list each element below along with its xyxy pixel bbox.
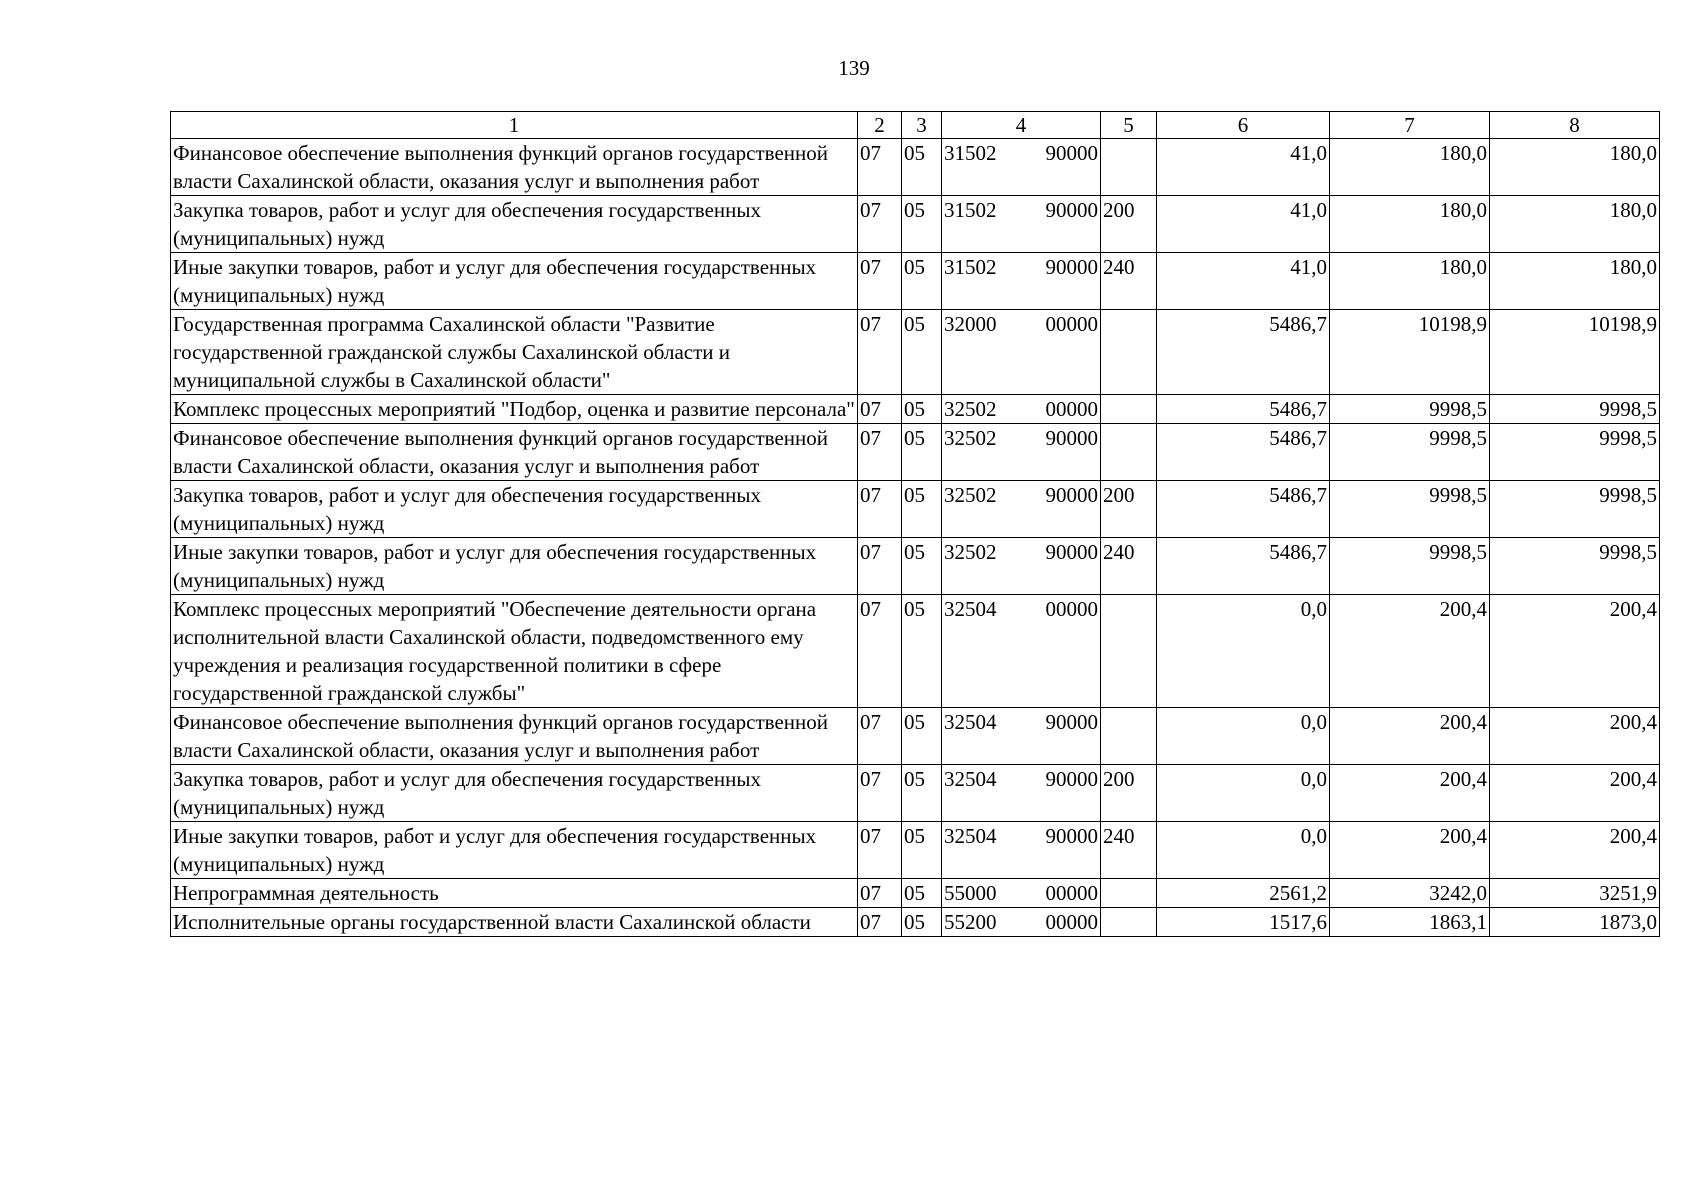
subsection-code: 05 <box>902 253 942 310</box>
subsection-code: 05 <box>902 481 942 538</box>
subsection-code: 05 <box>902 310 942 395</box>
amount-col8: 9998,5 <box>1490 395 1660 424</box>
section-code: 07 <box>858 139 902 196</box>
row-name: Закупка товаров, работ и услуг для обеспечения государственных (муниципальных) нужд <box>171 481 858 538</box>
target-article-code <box>942 908 1101 937</box>
target-article-code <box>942 310 1101 395</box>
section-code: 07 <box>858 196 902 253</box>
direction-code: 00000 <box>1045 597 1098 621</box>
amount-col6: 0,0 <box>1157 708 1330 765</box>
row-name: Комплекс процессных мероприятий "Подбор, оценка и развитие персонала" <box>171 395 858 424</box>
direction-code: 90000 <box>1045 710 1098 734</box>
direction-code: 00000 <box>1045 397 1098 421</box>
section-code: 07 <box>858 595 902 708</box>
amount-col7: 200,4 <box>1330 708 1490 765</box>
section-code: 07 <box>858 908 902 937</box>
table-row <box>171 253 1660 310</box>
direction-code: 90000 <box>1045 824 1098 848</box>
expense-type-code: 200 <box>1101 196 1157 253</box>
direction-code: 00000 <box>1045 312 1098 336</box>
program-code: 55200 <box>944 910 997 934</box>
direction-code: 90000 <box>1045 540 1098 564</box>
amount-col8: 9998,5 <box>1490 424 1660 481</box>
amount-col6: 1517,6 <box>1157 908 1330 937</box>
table-row <box>171 310 1660 395</box>
expense-type-code <box>1101 708 1157 765</box>
budget-table <box>170 111 1660 937</box>
amount-col7: 180,0 <box>1330 196 1490 253</box>
column-header: 8 <box>1490 112 1660 139</box>
expense-type-code: 240 <box>1101 538 1157 595</box>
amount-col7: 9998,5 <box>1330 481 1490 538</box>
subsection-code: 05 <box>902 196 942 253</box>
table-row <box>171 708 1660 765</box>
direction-code: 00000 <box>1045 910 1098 934</box>
expense-type-code <box>1101 908 1157 937</box>
target-article-code <box>942 765 1101 822</box>
table-row <box>171 765 1660 822</box>
amount-col6: 41,0 <box>1157 196 1330 253</box>
direction-code: 90000 <box>1045 767 1098 791</box>
subsection-code: 05 <box>902 139 942 196</box>
row-name: Закупка товаров, работ и услуг для обеспечения государственных (муниципальных) нужд <box>171 196 858 253</box>
column-header: 5 <box>1101 112 1157 139</box>
program-code: 32504 <box>944 824 997 848</box>
program-code: 32502 <box>944 540 997 564</box>
subsection-code: 05 <box>902 395 942 424</box>
page-number: 139 <box>838 56 870 80</box>
column-header: 1 <box>171 112 858 139</box>
amount-col7: 200,4 <box>1330 765 1490 822</box>
direction-code: 00000 <box>1045 881 1098 905</box>
amount-col8: 200,4 <box>1490 595 1660 708</box>
expense-type-code <box>1101 424 1157 481</box>
direction-code: 90000 <box>1045 483 1098 507</box>
table-row <box>171 395 1660 424</box>
program-code: 32502 <box>944 426 997 450</box>
amount-col6: 2561,2 <box>1157 879 1330 908</box>
expense-type-code: 200 <box>1101 765 1157 822</box>
section-code: 07 <box>858 253 902 310</box>
section-code: 07 <box>858 538 902 595</box>
program-code: 32504 <box>944 767 997 791</box>
amount-col6: 5486,7 <box>1157 424 1330 481</box>
column-header: 7 <box>1330 112 1490 139</box>
row-name: Иные закупки товаров, работ и услуг для обеспечения государственных (муниципальных) нужд <box>171 822 858 879</box>
target-article-code <box>942 595 1101 708</box>
row-name: Финансовое обеспечение выполнения функций органов государственной власти Сахалинской области, оказания услуг и выполнения работ <box>171 139 858 196</box>
amount-col6: 5486,7 <box>1157 481 1330 538</box>
expense-type-code <box>1101 879 1157 908</box>
row-name: Финансовое обеспечение выполнения функций органов государственной власти Сахалинской области, оказания услуг и выполнения работ <box>171 424 858 481</box>
table-row <box>171 481 1660 538</box>
section-code: 07 <box>858 481 902 538</box>
section-code: 07 <box>858 708 902 765</box>
amount-col7: 10198,9 <box>1330 310 1490 395</box>
column-header: 4 <box>942 112 1101 139</box>
target-article-code <box>942 196 1101 253</box>
amount-col6: 5486,7 <box>1157 538 1330 595</box>
expense-type-code <box>1101 310 1157 395</box>
table-row <box>171 595 1660 708</box>
target-article-code <box>942 879 1101 908</box>
column-header: 2 <box>858 112 902 139</box>
expense-type-code: 240 <box>1101 253 1157 310</box>
amount-col7: 200,4 <box>1330 595 1490 708</box>
program-code: 55000 <box>944 881 997 905</box>
program-code: 32000 <box>944 312 997 336</box>
section-code: 07 <box>858 822 902 879</box>
amount-col6: 41,0 <box>1157 253 1330 310</box>
amount-col8: 180,0 <box>1490 139 1660 196</box>
amount-col7: 180,0 <box>1330 139 1490 196</box>
amount-col6: 0,0 <box>1157 822 1330 879</box>
table-row <box>171 196 1660 253</box>
row-name: Закупка товаров, работ и услуг для обеспечения государственных (муниципальных) нужд <box>171 765 858 822</box>
expense-type-code <box>1101 595 1157 708</box>
amount-col7: 1863,1 <box>1330 908 1490 937</box>
target-article-code <box>942 538 1101 595</box>
subsection-code: 05 <box>902 424 942 481</box>
amount-col6: 5486,7 <box>1157 395 1330 424</box>
amount-col8: 200,4 <box>1490 708 1660 765</box>
row-name: Комплекс процессных мероприятий "Обеспечение деятельности органа исполнительной власти Сахалинской области, подведомственного ему учреждения и реализация государственной политики в сфере государственной гражданской службы" <box>171 595 858 708</box>
table-row <box>171 424 1660 481</box>
table-row <box>171 822 1660 879</box>
section-code: 07 <box>858 879 902 908</box>
section-code: 07 <box>858 310 902 395</box>
program-code: 32504 <box>944 710 997 734</box>
target-article-code <box>942 822 1101 879</box>
amount-col8: 180,0 <box>1490 253 1660 310</box>
section-code: 07 <box>858 765 902 822</box>
target-article-code <box>942 253 1101 310</box>
row-name: Финансовое обеспечение выполнения функций органов государственной власти Сахалинской области, оказания услуг и выполнения работ <box>171 708 858 765</box>
target-article-code <box>942 395 1101 424</box>
column-header: 3 <box>902 112 942 139</box>
amount-col8: 10198,9 <box>1490 310 1660 395</box>
row-name: Непрограммная деятельность <box>171 879 858 908</box>
amount-col8: 180,0 <box>1490 196 1660 253</box>
direction-code: 90000 <box>1045 255 1098 279</box>
table-row <box>171 538 1660 595</box>
amount-col7: 180,0 <box>1330 253 1490 310</box>
amount-col8: 3251,9 <box>1490 879 1660 908</box>
target-article-code <box>942 424 1101 481</box>
amount-col6: 0,0 <box>1157 765 1330 822</box>
amount-col7: 200,4 <box>1330 822 1490 879</box>
column-header: 6 <box>1157 112 1330 139</box>
subsection-code: 05 <box>902 708 942 765</box>
amount-col7: 9998,5 <box>1330 424 1490 481</box>
target-article-code <box>942 481 1101 538</box>
amount-col7: 9998,5 <box>1330 538 1490 595</box>
section-code: 07 <box>858 424 902 481</box>
program-code: 31502 <box>944 255 997 279</box>
table-row <box>171 879 1660 908</box>
row-name: Государственная программа Сахалинской области "Развитие государственной гражданской службы Сахалинской области и муниципальной службы в Сахалинской области" <box>171 310 858 395</box>
direction-code: 90000 <box>1045 198 1098 222</box>
row-name: Иные закупки товаров, работ и услуг для обеспечения государственных (муниципальных) нужд <box>171 538 858 595</box>
subsection-code: 05 <box>902 765 942 822</box>
amount-col8: 200,4 <box>1490 765 1660 822</box>
subsection-code: 05 <box>902 595 942 708</box>
expense-type-code: 240 <box>1101 822 1157 879</box>
amount-col7: 3242,0 <box>1330 879 1490 908</box>
section-code: 07 <box>858 395 902 424</box>
row-name: Иные закупки товаров, работ и услуг для обеспечения государственных (муниципальных) нужд <box>171 253 858 310</box>
program-code: 31502 <box>944 198 997 222</box>
amount-col6: 41,0 <box>1157 139 1330 196</box>
direction-code: 90000 <box>1045 141 1098 165</box>
row-name: Исполнительные органы государственной власти Сахалинской области <box>171 908 858 937</box>
subsection-code: 05 <box>902 538 942 595</box>
expense-type-code <box>1101 139 1157 196</box>
amount-col8: 200,4 <box>1490 822 1660 879</box>
direction-code: 90000 <box>1045 426 1098 450</box>
expense-type-code: 200 <box>1101 481 1157 538</box>
amount-col8: 9998,5 <box>1490 481 1660 538</box>
amount-col6: 5486,7 <box>1157 310 1330 395</box>
table-row <box>171 908 1660 937</box>
expense-type-code <box>1101 395 1157 424</box>
target-article-code <box>942 139 1101 196</box>
subsection-code: 05 <box>902 822 942 879</box>
program-code: 32502 <box>944 483 997 507</box>
program-code: 32504 <box>944 597 997 621</box>
amount-col8: 9998,5 <box>1490 538 1660 595</box>
target-article-code <box>942 708 1101 765</box>
amount-col7: 9998,5 <box>1330 395 1490 424</box>
header-row <box>171 112 1660 139</box>
table-row <box>171 139 1660 196</box>
amount-col8: 1873,0 <box>1490 908 1660 937</box>
program-code: 32502 <box>944 397 997 421</box>
subsection-code: 05 <box>902 879 942 908</box>
subsection-code: 05 <box>902 908 942 937</box>
program-code: 31502 <box>944 141 997 165</box>
amount-col6: 0,0 <box>1157 595 1330 708</box>
